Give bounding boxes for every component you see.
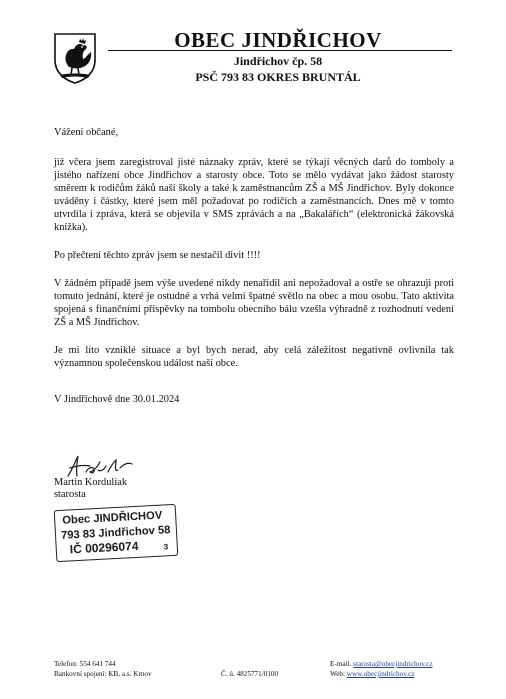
- footer-online: [330, 659, 433, 679]
- footer-email-row: [330, 659, 433, 669]
- footer-web-row: [330, 669, 433, 679]
- header-address-postal: PSČ 793 83 OKRES BRUNTÁL: [195, 70, 361, 84]
- letter-paragraph-1: již včera jsem zaregistroval jisté náznaky zpráv, které se týkají věcných darů do tomboly a jistého nařízení obce Jindřichov a starosty obce. Toto se mělo vydávat jako žádost starosty směrem k rodičům žáků naší školy a také k zaměstnancům ZŠ a MŠ Jindřichov. Byly dokonce uváděny i částky, které jsem měl požadovat po rodičích a zaměstnancích. Dnes mě v tomto utvrdila i zpráva, která se objevila v SMS zprávách a na „Bakalářích“ (elektronická žákovská knížka).: [54, 157, 454, 233]
- stamp-line-1: Obec JINDŘICHOV: [61, 509, 163, 527]
- letter-date: V Jindřichově dne 30.01.2024: [54, 394, 180, 405]
- footer-account: Č. ú. 4825771/0100: [221, 670, 279, 678]
- stamp-line-2: 793 83 Jindřichov 58: [60, 524, 171, 542]
- footer-bank: Bankovní spojení: KB, a.s. Krnov: [54, 670, 152, 678]
- letter-body: [54, 126, 454, 370]
- footer-web-label: Web:: [330, 670, 347, 678]
- header-rule: [108, 50, 452, 51]
- handwritten-signature: [64, 452, 136, 480]
- letter-paragraph-3: V žádném případě jsem výše uvedené nikdy nenařídil ani nepožadoval a ostře se ohrazuji proti tomuto jednání, které je ostudné a vrhá velmi špatné světlo na obec a mou osobu. Tato aktivita spojená s finančními příspěvky na tombolu obecního bálu vzešla výhradně z rozhodnutí vedení ZŠ a MŠ Jindřichov.: [54, 278, 454, 328]
- signer-name: Martin Korduliak: [54, 477, 128, 488]
- stamp-line-3: IČ 00296074: [69, 538, 139, 557]
- stamp-line-4: 3: [163, 542, 169, 552]
- letter-paragraph-4: Je mi líto vzniklé situace a byl bych nerad, aby celá záležitost negativně ovlivnila tak významnou společenskou událost naší obce.: [54, 345, 454, 369]
- letter-greeting: Vážení občané,: [54, 127, 119, 138]
- municipality-title: OBEC JINDŘICHOV: [174, 28, 382, 52]
- footer-contact: [54, 659, 152, 679]
- footer-email-link[interactable]: starosta@obecjindrichov.cz: [353, 660, 433, 668]
- footer-email-label: E-mail.: [330, 660, 354, 668]
- signer-block: [54, 477, 127, 501]
- municipal-crest-icon: [52, 32, 98, 84]
- footer-phone: Telefon: 554 641 744: [54, 660, 116, 668]
- letter-paragraph-2: Po přečtení těchto zpráv jsem se nestačil divit !!!!: [54, 250, 261, 261]
- header-address-street: Jindřichov čp. 58: [233, 54, 323, 68]
- footer-web-link[interactable]: www.obecjindrichov.cz: [346, 670, 415, 678]
- signer-role: starosta: [54, 489, 86, 500]
- official-stamp: [54, 504, 179, 562]
